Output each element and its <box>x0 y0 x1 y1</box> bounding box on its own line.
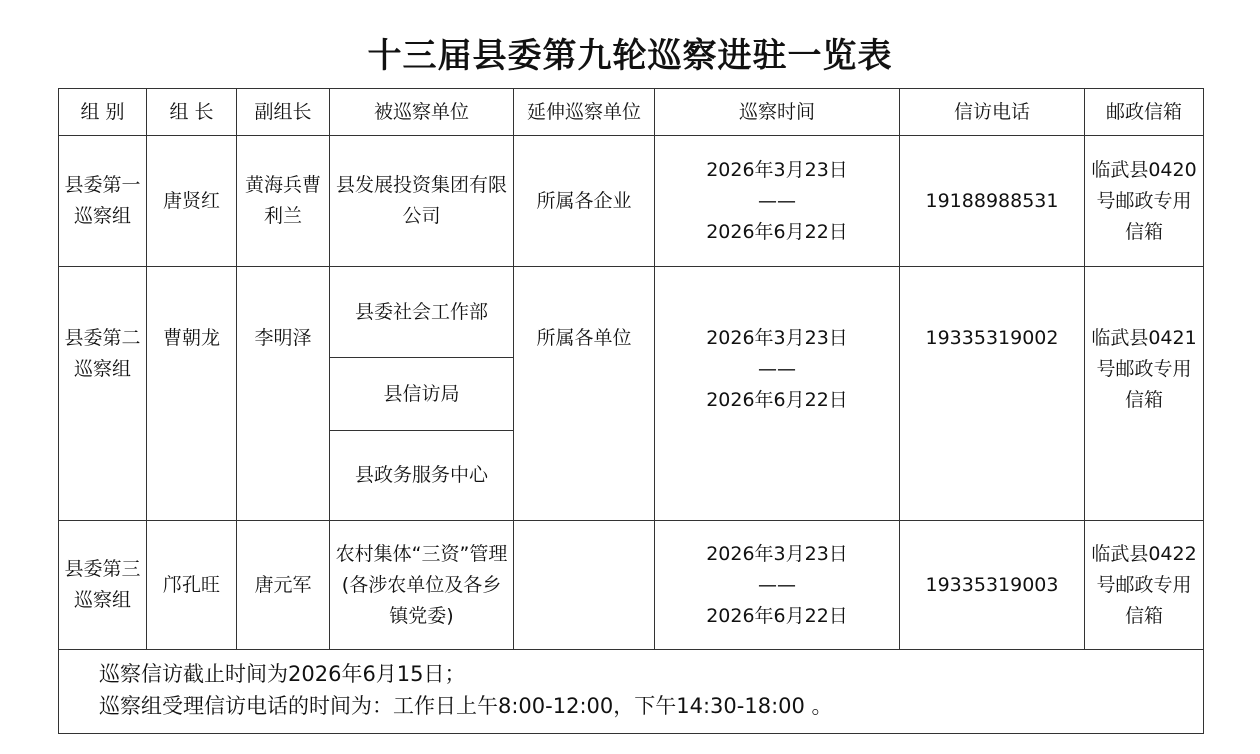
time-cell <box>655 521 900 650</box>
time-start: 2026年3月23日 <box>706 327 848 349</box>
group-cell: 县委第二巡察组 <box>59 267 147 521</box>
notes-row <box>59 650 1204 734</box>
inspected-unit-cell: 县发展投资集团有限公司 <box>330 136 514 267</box>
group-cell: 县委第一巡察组 <box>59 136 147 267</box>
mailbox-cell: 临武县0420号邮政专用信箱 <box>1085 136 1204 267</box>
time-separator: —— <box>758 358 796 380</box>
header-group: 组 别 <box>59 89 147 136</box>
note-phone-hours: 巡察组受理信访电话的时间为：工作日上午8:00-12:00，下午14:30-18:00 。 <box>99 694 833 718</box>
time-end: 2026年6月22日 <box>706 389 848 411</box>
group-cell: 县委第三巡察组 <box>59 521 147 650</box>
header-mailbox: 邮政信箱 <box>1085 89 1204 136</box>
table-row <box>59 521 1204 650</box>
time-separator: —— <box>758 189 796 212</box>
inspection-table <box>58 88 1204 734</box>
header-leader: 组 长 <box>147 89 237 136</box>
deputy-cell: 唐元军 <box>237 521 330 650</box>
inspected-unit-cell: 县政务服务中心 <box>330 431 514 521</box>
time-cell <box>655 267 900 521</box>
leader-cell: 唐贤红 <box>147 136 237 267</box>
extended-unit-cell <box>514 521 655 650</box>
extended-unit-cell: 所属各企业 <box>514 136 655 267</box>
page-title: 十三届县委第九轮巡察进驻一览表 <box>367 36 893 76</box>
mailbox-cell: 临武县0422号邮政专用信箱 <box>1085 521 1204 650</box>
note-deadline: 巡察信访截止时间为2026年6月15日； <box>99 662 466 686</box>
phone-cell: 19335319002 <box>900 267 1085 521</box>
phone-cell: 19335319003 <box>900 521 1085 650</box>
time-end: 2026年6月22日 <box>706 220 848 243</box>
time-start: 2026年3月23日 <box>706 158 848 181</box>
time-separator: —— <box>758 573 796 596</box>
inspected-unit-cell: 县委社会工作部 <box>330 267 514 358</box>
header-extended-unit: 延伸巡察单位 <box>514 89 655 136</box>
header-time: 巡察时间 <box>655 89 900 136</box>
inspected-unit-cell: 县信访局 <box>330 358 514 431</box>
mailbox-cell: 临武县0421号邮政专用信箱 <box>1085 267 1204 521</box>
table-row <box>59 136 1204 267</box>
deputy-cell: 李明泽 <box>237 267 330 521</box>
table-row <box>59 267 1204 358</box>
phone-cell: 19188988531 <box>900 136 1085 267</box>
header-deputy: 副组长 <box>237 89 330 136</box>
deputy-cell: 黄海兵曹利兰 <box>237 136 330 267</box>
leader-cell: 曹朝龙 <box>147 267 237 521</box>
time-start: 2026年3月23日 <box>706 542 848 565</box>
notes-cell <box>59 650 1204 734</box>
header-phone: 信访电话 <box>900 89 1085 136</box>
time-end: 2026年6月22日 <box>706 604 848 627</box>
time-cell <box>655 136 900 267</box>
header-row <box>59 89 1204 136</box>
extended-unit-cell: 所属各单位 <box>514 267 655 521</box>
header-inspected-unit: 被巡察单位 <box>330 89 514 136</box>
leader-cell: 邝孔旺 <box>147 521 237 650</box>
inspected-unit-cell: 农村集体“三资”管理(各涉农单位及各乡镇党委) <box>330 521 514 650</box>
